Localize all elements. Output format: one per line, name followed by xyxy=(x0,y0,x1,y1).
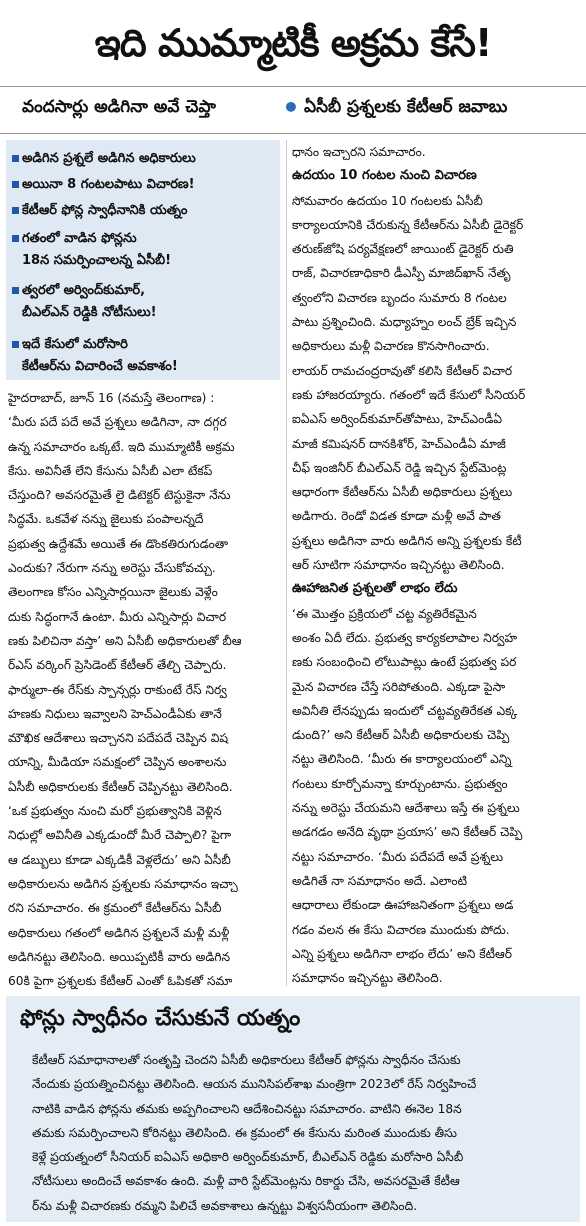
body-line: నన్ను అరెస్టు చేయమని ఆదేశాలు ఇస్తే ఈ ప్రశ్నలు xyxy=(292,801,520,816)
body-line: త్వంలోని విచారణ బృందం సుమారు 8 గంటల xyxy=(292,290,507,305)
body-line: గంటలు కూర్చోమన్నా కూర్చుంటాను. ప్రభుత్వం xyxy=(292,776,508,791)
bullet-icon xyxy=(12,207,19,214)
body-line: సోమవారం ఉదయం 10 గంటలకు ఏసీబీ xyxy=(292,193,483,208)
bullet-icon xyxy=(12,235,19,242)
body-line: దుకు సిద్ధంగానే ఉంటా. మీరు ఎన్నిసార్లు విచార xyxy=(8,609,227,624)
body-line: కార్యాలయానికి చేరుకున్న కేటీఆర్‌ను ఏసీబీ డైరెక్టర్‌ xyxy=(292,217,524,232)
body-line: తమకు సమర్పించాలని కోరినట్టు తెలిసింది. ఈ క్రమంలో ఈ కేసును మరింత ముందుకు తీసు xyxy=(32,1125,457,1140)
highlight-item: ఇదే కేసులో మరోసారి కేటీఆర్‌ను విచారించే అవకాశం! xyxy=(22,334,178,378)
box-title: ఫోన్లు స్వాధీనం చేసుకునే యత్నం xyxy=(20,1006,301,1031)
subheadline-bar xyxy=(0,86,586,134)
body-line: అధికారులు గతంలో అడిగిన ప్రశ్నలనే మళ్లీ మళ్లీ xyxy=(8,925,230,940)
body-line: కేటీఆర్‌ సమాధానాలతో సంతృప్తి చెందని ఏసీబీ అధికారులు కేటీఆర్‌ ఫోన్లను స్వాధీనం చేసుకు xyxy=(32,1053,461,1067)
body-line: ఆ డబ్బులు కూడా ఎక్కడికీ వెళ్లలేదు’ అని ఏసీబీ xyxy=(8,852,231,867)
body-line: తరుణ్‌జోషి పర్యవేక్షణలో జాయింట్‌ డైరెక్టర్‌ రుతి xyxy=(292,242,514,257)
body-line: రాజ్‌, విచారణాధికారి డీఎస్పీ మాజిద్‌ఖాన్‌ నేతృ xyxy=(292,266,511,281)
body-line: నేందుకు ప్రయత్నించినట్టు తెలిసింది. ఆయన మునిసిపల్‌శాఖ మంత్రిగా 2023లో రేస్‌ నిర్వహించే xyxy=(32,1077,477,1092)
body-line: హణకు నిధులు ఇవ్వాలని హెచ్‌ఎండీఏకు తానే xyxy=(8,706,222,721)
body-line: అడగడం అనేది వృథా ప్రయాస’ అని కేటీఆర్‌ చెప్పి xyxy=(292,825,523,840)
sidebar-box xyxy=(6,996,580,1222)
body-line: ఎందుకు? నేరుగా నన్ను అరెస్టు చేసుకోవచ్చు. xyxy=(8,561,216,576)
column-divider xyxy=(286,140,287,986)
body-line: ఎన్ని ప్రశ్నలు అడిగినా లాభం లేదు’ అని కేటీఆర్‌ xyxy=(292,946,512,961)
body-line: డుంది?’ అని కేటీఆర్‌ ఏసీబీ అధికారులకు చెప్పి xyxy=(292,728,510,743)
subheadline-right: ఏసీబీ ప్రశ్నలకు కేటీఆర్‌ జవాబు xyxy=(304,97,508,117)
body-line: అధికారులు మళ్లీ విచారణ కొనసాగించారు. xyxy=(292,339,490,354)
box-body xyxy=(32,1048,564,1218)
body-line: ర్‌ఎస్‌ వర్కింగ్‌ ప్రెసిడెంట్‌ కేటీఆర్‌ తేల్చి చెప్పారు. xyxy=(8,658,227,673)
body-line: చీఫ్‌ ఇంజినీర్‌ బీఎల్‌ఎన్‌ రెడ్డి ఇచ్చిన స్టేట్‌మెంట్ల xyxy=(292,460,507,475)
bullet-dot-icon: • xyxy=(282,91,300,124)
body-line: ణకు హాజరయ్యారు. గతంలో ఇదే కేసులో సీనియర్‌ xyxy=(292,387,526,402)
bullet-icon xyxy=(12,155,19,162)
body-line: ఆధారాలు లేకుండా ఊహాజనితంగా ప్రశ్నలు అడ xyxy=(292,898,514,913)
body-line: ఆర్‌ సూటిగా సమాధానం ఇచ్చినట్టు తెలిసింది. xyxy=(292,558,505,573)
bullet-icon xyxy=(12,341,19,348)
body-line: రని సమాచారం. ఈ క్రమంలో కేటీఆర్‌ను ఏసీబీ xyxy=(8,901,222,916)
bullet-icon xyxy=(12,287,19,294)
body-line: నిధుల్లో అవినీతి ఎక్కడుందో మీరే చెప్పాలి? పైగా xyxy=(8,828,232,843)
body-line: ణకు సంబంధించి లోటుపాట్లు ఉంటే ప్రభుత్వ పర xyxy=(292,655,517,670)
body-line: ప్రభుత్వ ఉద్దేశమే అయితే ఈ డొంకతిరుగుడంతా xyxy=(8,536,229,551)
body-line: అవినీతి లేనప్పుడు ఇందులో చట్టవ్యతిరేకత ఎక్క xyxy=(292,703,518,718)
section-subtitle: ఉదయం 10 గంటల నుంచి విచారణ xyxy=(292,168,477,184)
subheadline-left: వందసార్లు అడిగినా అవే చెప్తా xyxy=(22,97,216,117)
body-line: లాయర్‌ రామచంద్రరావుతో కలిసి కేటీఆర్‌ విచార xyxy=(292,363,513,378)
body-line: ఏసీబీ అధికారులకు కేటీఆర్‌ చెప్పినట్టు తెలిసింది. xyxy=(8,779,233,794)
body-line: ధానం ఇచ్చారని సమాచారం. xyxy=(292,145,426,159)
body-line: అడిగితే నా సమాధానం అదే. ఎలాంటి xyxy=(292,873,468,888)
body-line: అడిగారు. రెండో విడత కూడా మళ్లీ అవే పాత xyxy=(292,509,501,524)
body-line: పాటు ప్రశ్నించింది. మధ్యాహ్నం లంచ్‌ బ్రేక్‌ ఇచ్చిన xyxy=(292,315,517,330)
body-line: సమాధానం ఇచ్చినట్టు తెలిసింది. xyxy=(292,971,443,986)
body-line: ణకు పిలిచినా వస్తా’ అని ఏసీబీ అధికారులతో బీఆ xyxy=(8,633,242,648)
highlight-item: అడిగిన ప్రశ్నలే అడిగిన అధికారులు xyxy=(22,148,196,170)
body-line: నోటీసులు అందించే అవకాశం ఉంది. మళ్లీ వారి స్టేట్‌మెంట్లను రికార్డు చేసి, అవసరమైతే కేటీఆ xyxy=(32,1174,460,1189)
body-line: ఐఏఎస్‌ అర్వింద్‌కుమార్‌తోపాటు, హెచ్‌ఎండీఏ xyxy=(292,412,503,427)
body-line: మాజీ కమిషనర్‌ దానకిశోర్‌, హెచ్‌ఎండీఏ మాజీ xyxy=(292,436,506,451)
highlights-box xyxy=(6,140,280,380)
body-line: నట్టు తెలిసింది. ‘మీరు ఈ కార్యాలయంలో ఎన్ని xyxy=(292,752,512,767)
body-line: ప్రశ్నలు అడిగినా వారు అడిగిన అన్ని ప్రశ్నలకు కేటీ xyxy=(292,533,522,548)
body-line: సిద్ధమే. ఒకవేళ నన్ను జైలుకు పంపాలన్నదే xyxy=(8,512,204,527)
body-line: ఫార్ములా-ఈ రేస్‌కు స్పాన్సర్లు రాకుంటే రేస్‌ నిర్వ xyxy=(8,682,227,697)
body-line: ‘మీరు పదే పదే అవే ప్రశ్నలు అడిగినా, నా దగ్గర xyxy=(8,415,227,430)
article-left-column xyxy=(8,386,284,993)
article-right-column xyxy=(292,140,580,990)
body-line: గడం వలన ఈ కేసు విచారణ ముందుకు పోదు. xyxy=(292,922,510,937)
highlight-item: అయినా 8 గంటలపాటు విచారణ! xyxy=(22,174,195,196)
body-line: కేసు. అవినీతే లేని కేసును ఏసీబీ ఎలా టేకప్‌ xyxy=(8,463,213,478)
body-line: ఆధారంగా కేటీఆర్‌ను ఏసీబీ అధికారులు ప్రశ్నలు xyxy=(292,485,513,500)
highlight-item: త్వరలో అర్వింద్‌కుమార్‌, బీఎల్‌ఎన్‌ రెడ్డికి నోటీసులు! xyxy=(22,280,157,324)
body-line: ఉన్న సమాచారం ఒక్కటే. ఇది ముమ్మాటికీ అక్రమ xyxy=(8,439,235,454)
body-line: నాటికి వాడిన ఫోన్లను తమకు అప్పగించాలని ఆదేశించినట్టు సమాచారం. వాటిని ఈనెల 18న xyxy=(32,1101,462,1116)
body-line: అంశం ఏదీ లేదు. ప్రభుత్వ కార్యకలాపాల నిర్వహ xyxy=(292,630,518,645)
highlight-item: కేటీఆర్‌ ఫోన్ల స్వాధీనానికి యత్నం xyxy=(22,200,187,222)
body-line: హైదరాబాద్‌, జూన్‌ 16 (నమస్తే తెలంగాణ) : xyxy=(8,391,215,405)
body-line: ‘ఒక ప్రభుత్వం నుంచి మరో ప్రభుత్వానికి వెళ్లిన xyxy=(8,804,222,819)
body-line: చేస్తుంది? అవసరమైతే లై డిటెక్టర్‌ టెస్టుకైనా నేను xyxy=(8,488,231,503)
body-line: 60కి పైగా ప్రశ్నలకు కేటీఆర్‌ ఎంతో ఓపికతో సమా xyxy=(8,974,233,989)
body-line: కెళ్లే ప్రయత్నంలో సీనియర్‌ ఐఏఎస్‌ అధికారి అర్వింద్‌కుమార్‌, బీఎల్‌ఎన్‌ రెడ్డికు మరోసారి ఏసీబీ xyxy=(32,1150,464,1165)
body-line: మైన విచారణ చేస్తే సరిపోతుంది. ఎక్కడా పైసా xyxy=(292,679,506,694)
bullet-icon xyxy=(12,181,19,188)
body-line: యాన్ని, మీడియా సమక్షంలో చెప్పిన అంశాలను xyxy=(8,755,227,770)
section-subtitle: ఊహాజనిత ప్రశ్నలతో లాభం లేదు xyxy=(292,581,458,597)
highlight-item: గతంలో వాడిన ఫోన్లను 18న సమర్పించాలన్న ఏసీబీ! xyxy=(22,228,171,272)
body-line: తెలంగాణ కోసం ఎన్నిసార్లయినా జైలుకు వెళ్లేం xyxy=(8,585,218,600)
body-line: ‘ఈ మొత్తం ప్రక్రియలో చట్ట వ్యతిరేకమైన xyxy=(292,606,477,621)
body-line: మౌఖిక ఆదేశాలు ఇచ్చానని పదేపదే చెప్పిన విష xyxy=(8,731,229,746)
body-line: అధికారులను అడిగిన ప్రశ్నలకు సమాధానం ఇచ్చా xyxy=(8,876,238,891)
body-line: ర్‌ను మళ్లీ విచారణకు రమ్మని పిలిచే అవకాశాలు ఉన్నట్టు విశ్వసనీయంగా తెలిసింది. xyxy=(32,1198,418,1213)
body-line: అడిగినట్టు తెలిసింది. అయిప్పటికీ వారు అడిగిన xyxy=(8,949,231,964)
headline: ఇది ముమ్మాటికీ అక్రమ కేసే! xyxy=(94,21,492,65)
body-line: నట్టు సమాచారం. ‘మీరు పదేపదే అవే ప్రశ్నలు xyxy=(292,849,504,864)
